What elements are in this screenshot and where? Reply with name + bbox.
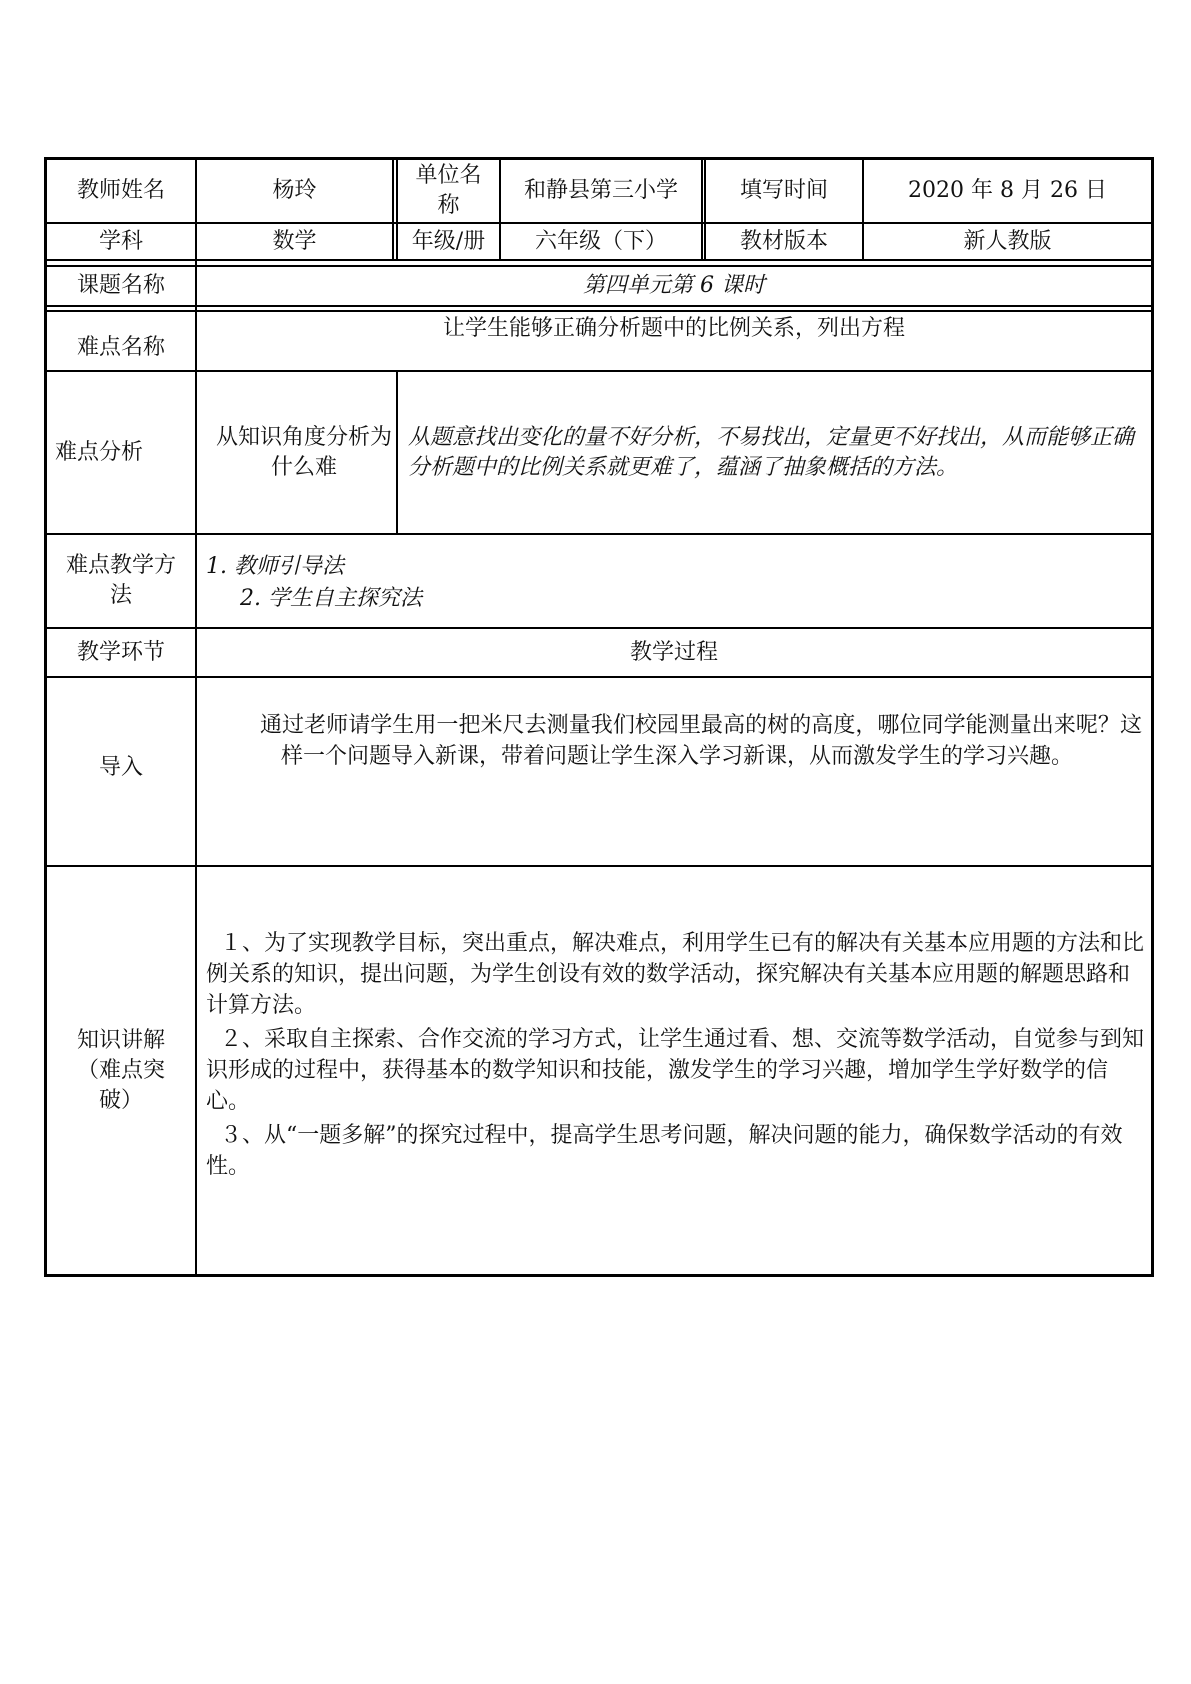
analysis-sub-label: 从知识角度分析为什么难 [216, 424, 393, 480]
knowledge-paragraph-2: ２、采取自主探索、合作交流的学习方式，让学生通过看、想、交流等数学活动，自觉参与到知识形成的过程中，获得基本的数学知识和技能，激发学生的学习兴趣，增加学生学好数学的信心。 [206, 1027, 1145, 1114]
topic-value: 第四单元第 6 课时 [583, 273, 765, 298]
section-label: 教学环节 [76, 639, 165, 665]
grade-value: 六年级（下） [534, 228, 667, 254]
knowledge-paragraph-3: ３、从“一题多解”的探究过程中，提高学生思考问题，解决问题的能力，确保数学活动的有效性。 [206, 1123, 1123, 1179]
unit-name-value: 和静县第三小学 [523, 178, 678, 203]
analysis-value: 从题意找出变化的量不好分析，不易找出，定量更不好找出，从而能够正确分析题中的比例关系就更难了，蕴涵了抽象概括的方法。 [408, 424, 1135, 480]
analysis-label: 难点分析 [55, 439, 144, 465]
edition-value: 新人教版 [963, 228, 1052, 254]
intro-text: 通过老师请学生用一把米尺去测量我们校园里最高的树的高度，哪位同学能测量出来呢？这样一个问题导入新课，带着问题让学生深入学习新课，从而激发学生的学习兴趣。 [260, 713, 1142, 769]
intro-label: 导入 [98, 754, 143, 780]
edition-label: 教材版本 [739, 228, 828, 254]
method-item-2: 2. 学生自主探究法 [240, 586, 422, 611]
knowledge-label: 知识讲解（难点突破） [76, 1027, 165, 1113]
method-item-1: 1. 教师引导法 [206, 554, 344, 579]
difficulty-value: 让学生能够正确分析题中的比例关系，列出方程 [442, 316, 905, 341]
unit-name-label: 单位名称 [415, 163, 482, 218]
teacher-name-label: 教师姓名 [76, 178, 165, 203]
difficulty-label: 难点名称 [76, 335, 165, 360]
teacher-name-value: 杨玲 [272, 178, 317, 203]
fill-date-value: 2020 年 8 月 26 日 [908, 178, 1107, 203]
subject-label: 学科 [98, 228, 143, 254]
grade-label: 年级/册 [411, 228, 486, 254]
section-value: 教学过程 [629, 639, 718, 665]
topic-label: 课题名称 [76, 273, 165, 298]
fill-date-label: 填写时间 [739, 178, 828, 203]
method-label: 难点教学方法 [65, 553, 176, 608]
knowledge-paragraph-1: １、为了实现教学目标，突出重点，解决难点，利用学生已有的解决有关基本应用题的方法和比例关系的知识，提出问题，为学生创设有效的数学活动，探究解决有关基本应用题的解题思路和计算方法。 [206, 931, 1145, 1018]
subject-value: 数学 [272, 228, 317, 254]
